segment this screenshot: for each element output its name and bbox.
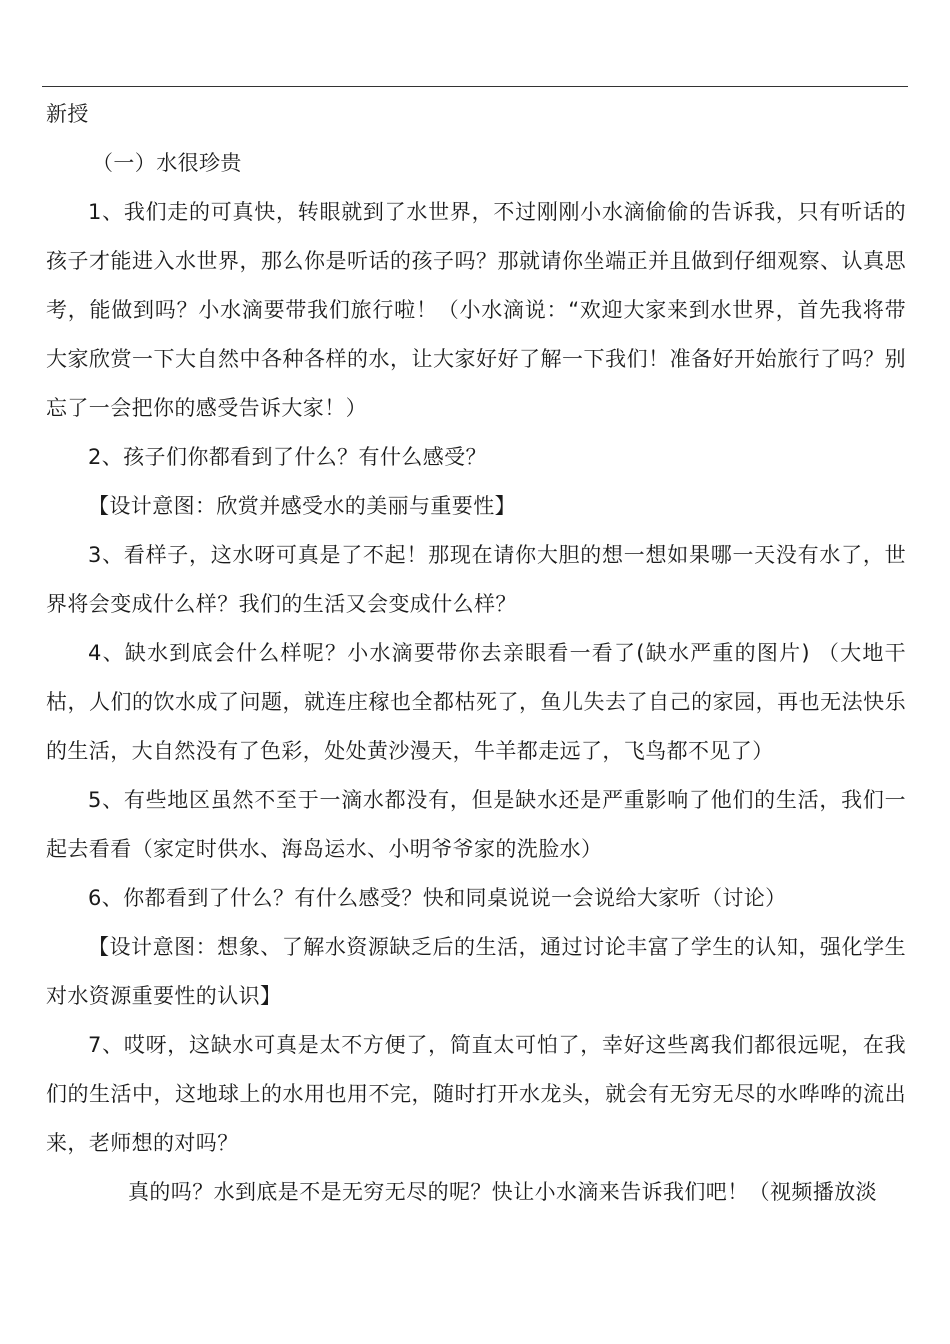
paragraph-2: 2、孩子们你都看到了什么？有什么感受？ <box>88 445 487 469</box>
paragraph-4: 4、缺水到底会什么样呢？小水滴要带你去亲眼看一看了(缺水严重的图片) （大地干枯，人们的饮水成了问题，就连庄稼也全都枯死了，鱼儿失去了自己的家园，再也无法快乐的生活，大自然没有了色彩，处处黄沙漫天，牛羊都走远了，飞鸟都不见了） <box>46 641 906 763</box>
section-title: 新授 <box>46 102 89 126</box>
design-intent-1: 【设计意图：欣赏并感受水的美丽与重要性】 <box>88 494 516 518</box>
paragraph-7: 7、哎呀，这缺水可真是太不方便了，简直太可怕了，幸好这些离我们都很远呢，在我们的生活中，这地球上的水用也用不完，随时打开水龙头，就会有无穷无尽的水哗哗的流出来，老师想的对吗？ <box>46 1033 906 1155</box>
paragraph-8: 真的吗？水到底是不是无穷无尽的呢？快让小水滴来告诉我们吧！（视频播放淡 <box>128 1180 877 1204</box>
paragraph-5: 5、有些地区虽然不至于一滴水都没有，但是缺水还是严重影响了他们的生活，我们一起去看看（家定时供水、海岛运水、小明爷爷家的洗脸水） <box>46 788 906 861</box>
subsection-title: （一）水很珍贵 <box>92 151 242 175</box>
paragraph-3: 3、看样子，这水呀可真是了不起！那现在请你大胆的想一想如果哪一天没有水了，世界将会变成什么样？我们的生活又会变成什么样？ <box>46 543 906 616</box>
document-body <box>46 90 906 1217</box>
paragraph-6: 6、你都看到了什么？有什么感受？快和同桌说说一会说给大家听（讨论） <box>88 886 787 910</box>
header-rule <box>42 86 908 87</box>
paragraph-1: 1、我们走的可真快，转眼就到了水世界，不过刚刚小水滴偷偷的告诉我，只有听话的孩子才能进入水世界，那么你是听话的孩子吗？那就请你坐端正并且做到仔细观察、认真思考，能做到吗？小水滴要带我们旅行啦！（小水滴说：“欢迎大家来到水世界，首先我将带大家欣赏一下大自然中各种各样的水，让大家好好了解一下我们！准备好开始旅行了吗？别忘了一会把你的感受告诉大家！） <box>46 200 906 420</box>
design-intent-2: 【设计意图：想象、了解水资源缺乏后的生活，通过讨论丰富了学生的认知，强化学生对水资源重要性的认识】 <box>46 935 906 1008</box>
